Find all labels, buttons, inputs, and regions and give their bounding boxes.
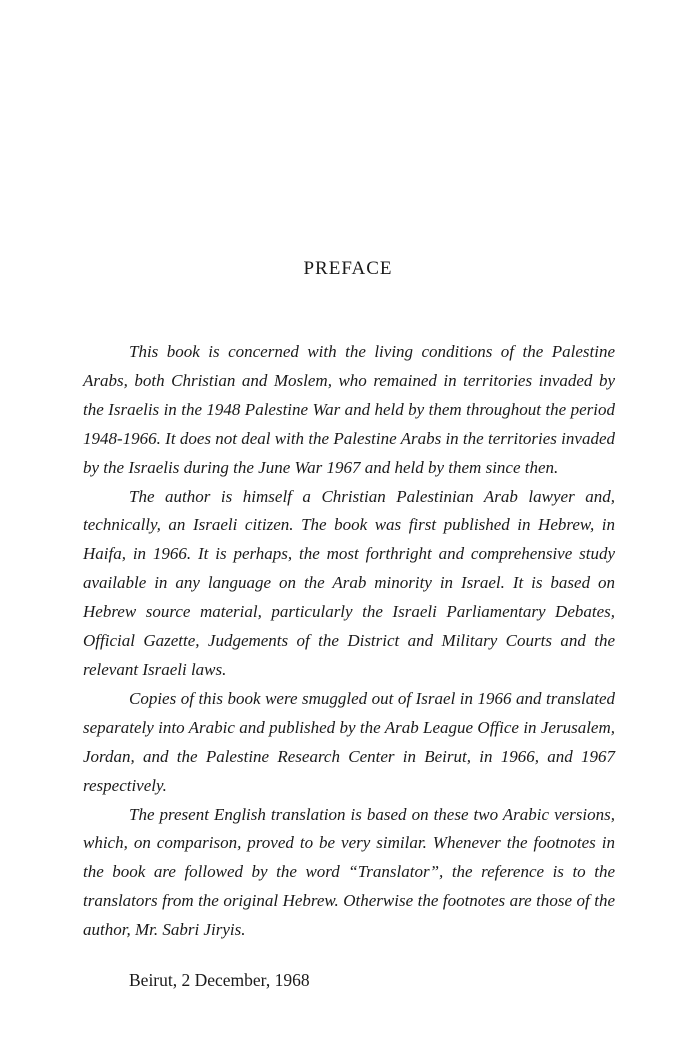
paragraph-4: The present English translation is based on these two Arabic versions, which, on comparison, proved to be very similar. Whenever the footnotes in the book are followed by the word “Translator”, the reference is to the translators from the original Hebrew. Otherwise the footnotes are those of the author, Mr. Sabri Jiryis. xyxy=(83,804,615,940)
paragraph-3: Copies of this book were smuggled out of Israel in 1966 and translated separately into Arabic and published by the Arab League Office in Jerusalem, Jordan, and the Palestine Research Center in Beirut, in 1966, and 1967 respectively. xyxy=(83,688,615,795)
paragraph-1: This book is concerned with the living conditions of the Palestine Arabs, both Christian and Moslem, who remained in territories invaded by the Israelis in the 1948 Palestine War and held by them throughout the period 1948-1966. It does not deal with the Palestine Arabs in the territories invaded by the Israelis during the June War 1967 and held by them since then. xyxy=(83,342,615,477)
place-date-signature: Beirut, 2 December, 1968 xyxy=(129,970,310,990)
page-title: PREFACE xyxy=(303,258,393,279)
preface-body xyxy=(83,338,615,945)
paragraph-2: The author is himself a Christian Palestinian Arab lawyer and, technically, an Israeli citizen. The book was first published in Hebrew, in Haifa, in 1966. It is perhaps, the most forthright and comprehensive study available in any language on the Arab minority in Israel. It is based on Hebrew source material, particularly the Israeli Parliamentary Debates, Official Gazette, Judgements of the District and Military Courts and the relevant Israeli laws. xyxy=(83,486,615,679)
